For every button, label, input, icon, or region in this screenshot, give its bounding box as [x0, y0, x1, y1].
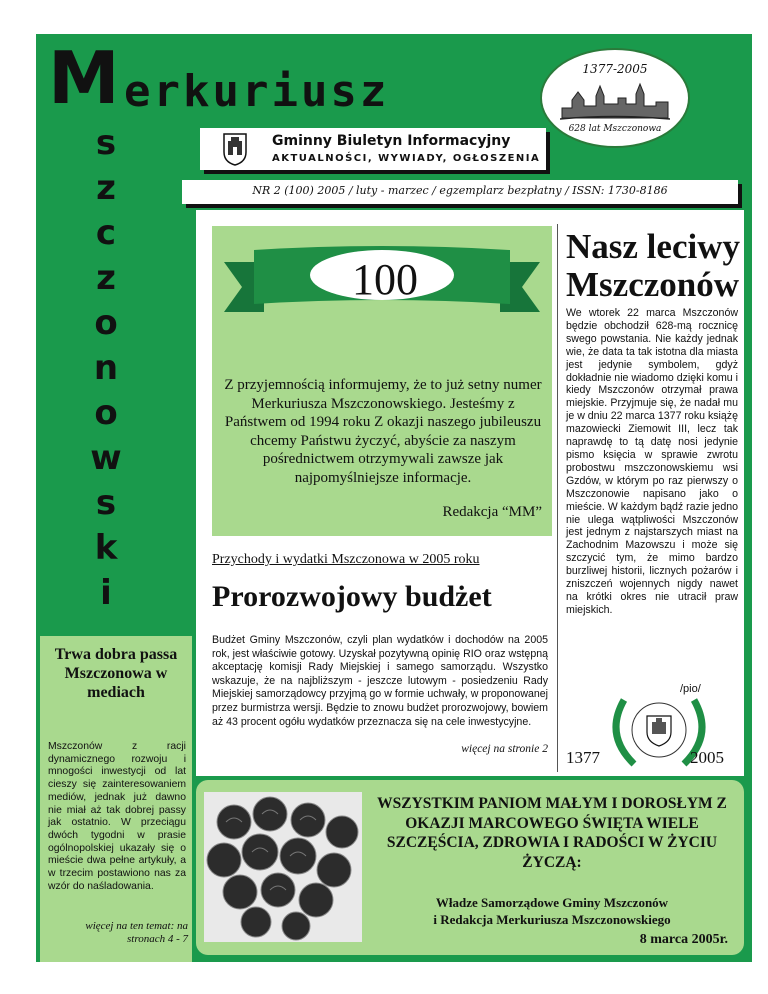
- history-headline: [566, 228, 740, 304]
- town-skyline-icon: [560, 78, 670, 122]
- vertical-letter: i: [100, 573, 112, 613]
- history-signature: /pio/: [680, 683, 701, 695]
- budget-more-link[interactable]: więcej na stronie 2: [461, 743, 548, 755]
- masthead-title: erkuriusz: [124, 66, 390, 117]
- greeting-from-line1: Władze Samorządowe Gminy Mszczonów: [435, 895, 669, 910]
- vertical-letter: k: [94, 528, 118, 568]
- vertical-letter: s: [95, 123, 117, 163]
- issue-number: 100: [352, 255, 418, 304]
- media-headline: Trwa dobra passa Mszczonowa w mediach: [54, 646, 178, 701]
- roses-image: [204, 792, 362, 942]
- vertical-letter: z: [96, 258, 116, 298]
- masthead-initial: M: [48, 36, 118, 120]
- greeting-date: 8 marca 2005r.: [639, 932, 728, 947]
- history-body: We wtorek 22 marca Mszczonów będzie obchodził 628-mą rocznicę swego powstania. Nie każdy jednak wie, że data ta tak istotna dla miasta jest jedynie symbolem, gdyż dokładnie nie wiadomo dzięki komu i kiedy Mszczonów otrzymał prawa miejskie. Przyjmuje się, że nadał mu je w dniu 22 marca 1377 roku książę mazowiecki Ziemowit III, lecz tak naprawdę to tą datę nosi jedynie pismo księcia w sprawie zwrotu probostwu mszczonowskiemu wsi Gzdów, w którym po raz pierwszy o Mszczonowie napisano jako o mieście. W każdym bądź razie jedno nie ulega wątpliwości Mszczonów jest jednym z najstarszych miast na Zachodnim Mazowszu i może się szczycić tym, że mimo bardzo burzliwej historii, licznych pożarów i zniszczeń wojennych nigdy nawet na krótki okres nie utracił praw miejskich.: [566, 307, 738, 616]
- column-divider: [557, 224, 558, 772]
- budget-kicker: Przychody i wydatki Mszczonowa w 2005 roku: [212, 552, 480, 567]
- greeting-from-line2: i Redakcja Merkuriusza Mszczonowskiego: [433, 912, 671, 927]
- anniversary-years: 1377-2005: [582, 62, 648, 76]
- masthead-subtitle: Gminny Biuletyn Informacyjny: [272, 133, 511, 149]
- budget-headline: Prorozwojowy budżet: [212, 580, 492, 613]
- year-end: 2005: [690, 748, 724, 767]
- anniversary-caption: 628 lat Mszczonowa: [568, 124, 662, 134]
- jubilee-signature: Redakcja “MM”: [442, 504, 542, 520]
- budget-body: Budżet Gminy Mszczonów, czyli plan wydatków i dochodów na 2005 rok, jest właściwie gotowy. Uzyskał pozytywną opinię RIO oraz wstępną akceptację komisji Rady Miejskiej i samego samorządu. Wszystko wskazuje, że na najbliższym - jeszcze lutowym - posiedzeniu Rady Miejskiej samorządowcy przyjmą go w formie uchwały, w proponowanej przez burmistrza wersji. Będzie to znowu budżet prorozwojowy, bowiem aż 43 procent ogółu wydatków przeznacza się na cele inwestycyjne.: [212, 634, 548, 728]
- history-headline-line2: Mszczonów: [566, 265, 740, 304]
- town-crest-icon: [222, 132, 248, 166]
- issue-info: NR 2 (100) 2005 / luty - marzec / egzemplarz bezpłatny / ISSN: 1730-8186: [252, 184, 668, 197]
- vertical-letter: c: [95, 213, 117, 253]
- masthead-tagline: AKTUALNOŚCI, WYWIADY, OGŁOSZENIA: [272, 153, 541, 164]
- issue-bar: [182, 180, 738, 204]
- media-more-link[interactable]: więcej na ten temat: na stronach 4 - 7: [85, 920, 188, 945]
- vertical-letter: w: [90, 438, 122, 478]
- jubilee-text: Z przyjemnością informujemy, że to już setny numer Merkuriusza Mszczonowskiego. Jesteśmy z Państwem od 1994 roku Z okazji naszego jubileuszu chcemy Państwu życzyć, abyście za naszym pośrednictwem otrzymywali zawsze jak najpomyślniejsze informacje.: [224, 377, 542, 486]
- media-body: Mszczonów z racji dynamicznego rozwoju i mnogości inwestycji od lat cieszy się zainteresowaniem mediów, jednak już dawno nie miał aż tak dobrej passy jak ostatnio. W przeciągu dwóch tygodni w prasie ogólnopolskiej ukazały się o mieście dwa pełne artykuły, a w trzecim postawiono nas za wzór do naśladowania.: [48, 741, 186, 892]
- greeting-wishes: WSZYSTKIM PANIOM MAŁYM I DOROSŁYM Z OKAZJI MARCOWEGO ŚWIĘTA WIELE SZCZĘŚCIA, ZDROWIA I RADOŚCI W ŻYCIU ŻYCZĄ:: [377, 795, 727, 871]
- greeting-from: [362, 894, 742, 928]
- vertical-letter: o: [94, 393, 118, 433]
- year-start: 1377: [566, 748, 600, 767]
- anniversary-badge: [540, 48, 690, 148]
- vertical-letter: n: [93, 348, 119, 388]
- vertical-letter: z: [96, 168, 116, 208]
- history-headline-line1: Nasz leciwy: [566, 227, 740, 266]
- vertical-letter: s: [95, 483, 117, 523]
- vertical-letter: o: [94, 303, 118, 343]
